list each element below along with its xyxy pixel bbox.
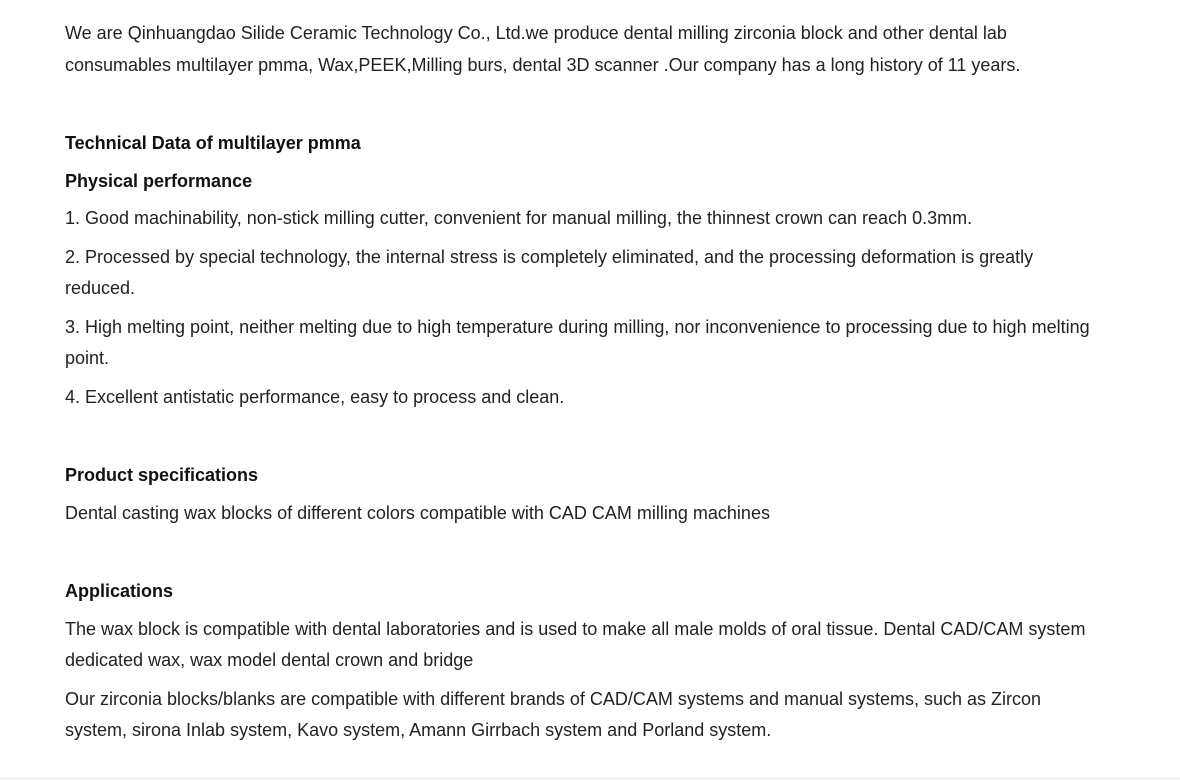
product-description — [65, 18, 1105, 747]
applications-paragraph: The wax block is compatible with dental laboratories and is used to make all male molds of oral tissue. Dental CAD/CAM system dedicated wax, wax model dental crown and bridge — [65, 618, 1086, 670]
performance-item: 2. Processed by special technology, the internal stress is completely eliminated, and the processing deformation is greatly reduced. — [65, 246, 1034, 298]
performance-item: 4. Excellent antistatic performance, easy to process and clean. — [65, 386, 565, 407]
company-intro: We are Qinhuangdao Silide Ceramic Technology Co., Ltd.we produce dental milling zirconia block and other dental lab consumables multilayer pmma, Wax,PEEK,Milling burs, dental 3D scanner .Our company has a long history of 11 years. — [65, 23, 1021, 75]
bottom-divider — [0, 778, 1180, 779]
applications-heading: Applications — [65, 581, 174, 601]
product-specifications-text: Dental casting wax blocks of different colors compatible with CAD CAM milling machines — [65, 502, 770, 523]
product-specifications-heading: Product specifications — [65, 465, 259, 485]
physical-performance-heading: Physical performance — [65, 170, 253, 191]
technical-data-heading: Technical Data of multilayer pmma — [65, 133, 361, 153]
performance-item: 3. High melting point, neither melting due to high temperature during milling, nor inconvenience to processing due to high melting point. — [65, 316, 1090, 368]
applications-paragraph: Our zirconia blocks/blanks are compatible with different brands of CAD/CAM systems and manual systems, such as Zircon system, sirona Inlab system, Kavo system, Amann Girrbach system and Porland system. — [65, 688, 1042, 740]
performance-item: 1. Good machinability, non-stick milling cutter, convenient for manual milling, the thinnest crown can reach 0.3mm. — [65, 208, 973, 228]
